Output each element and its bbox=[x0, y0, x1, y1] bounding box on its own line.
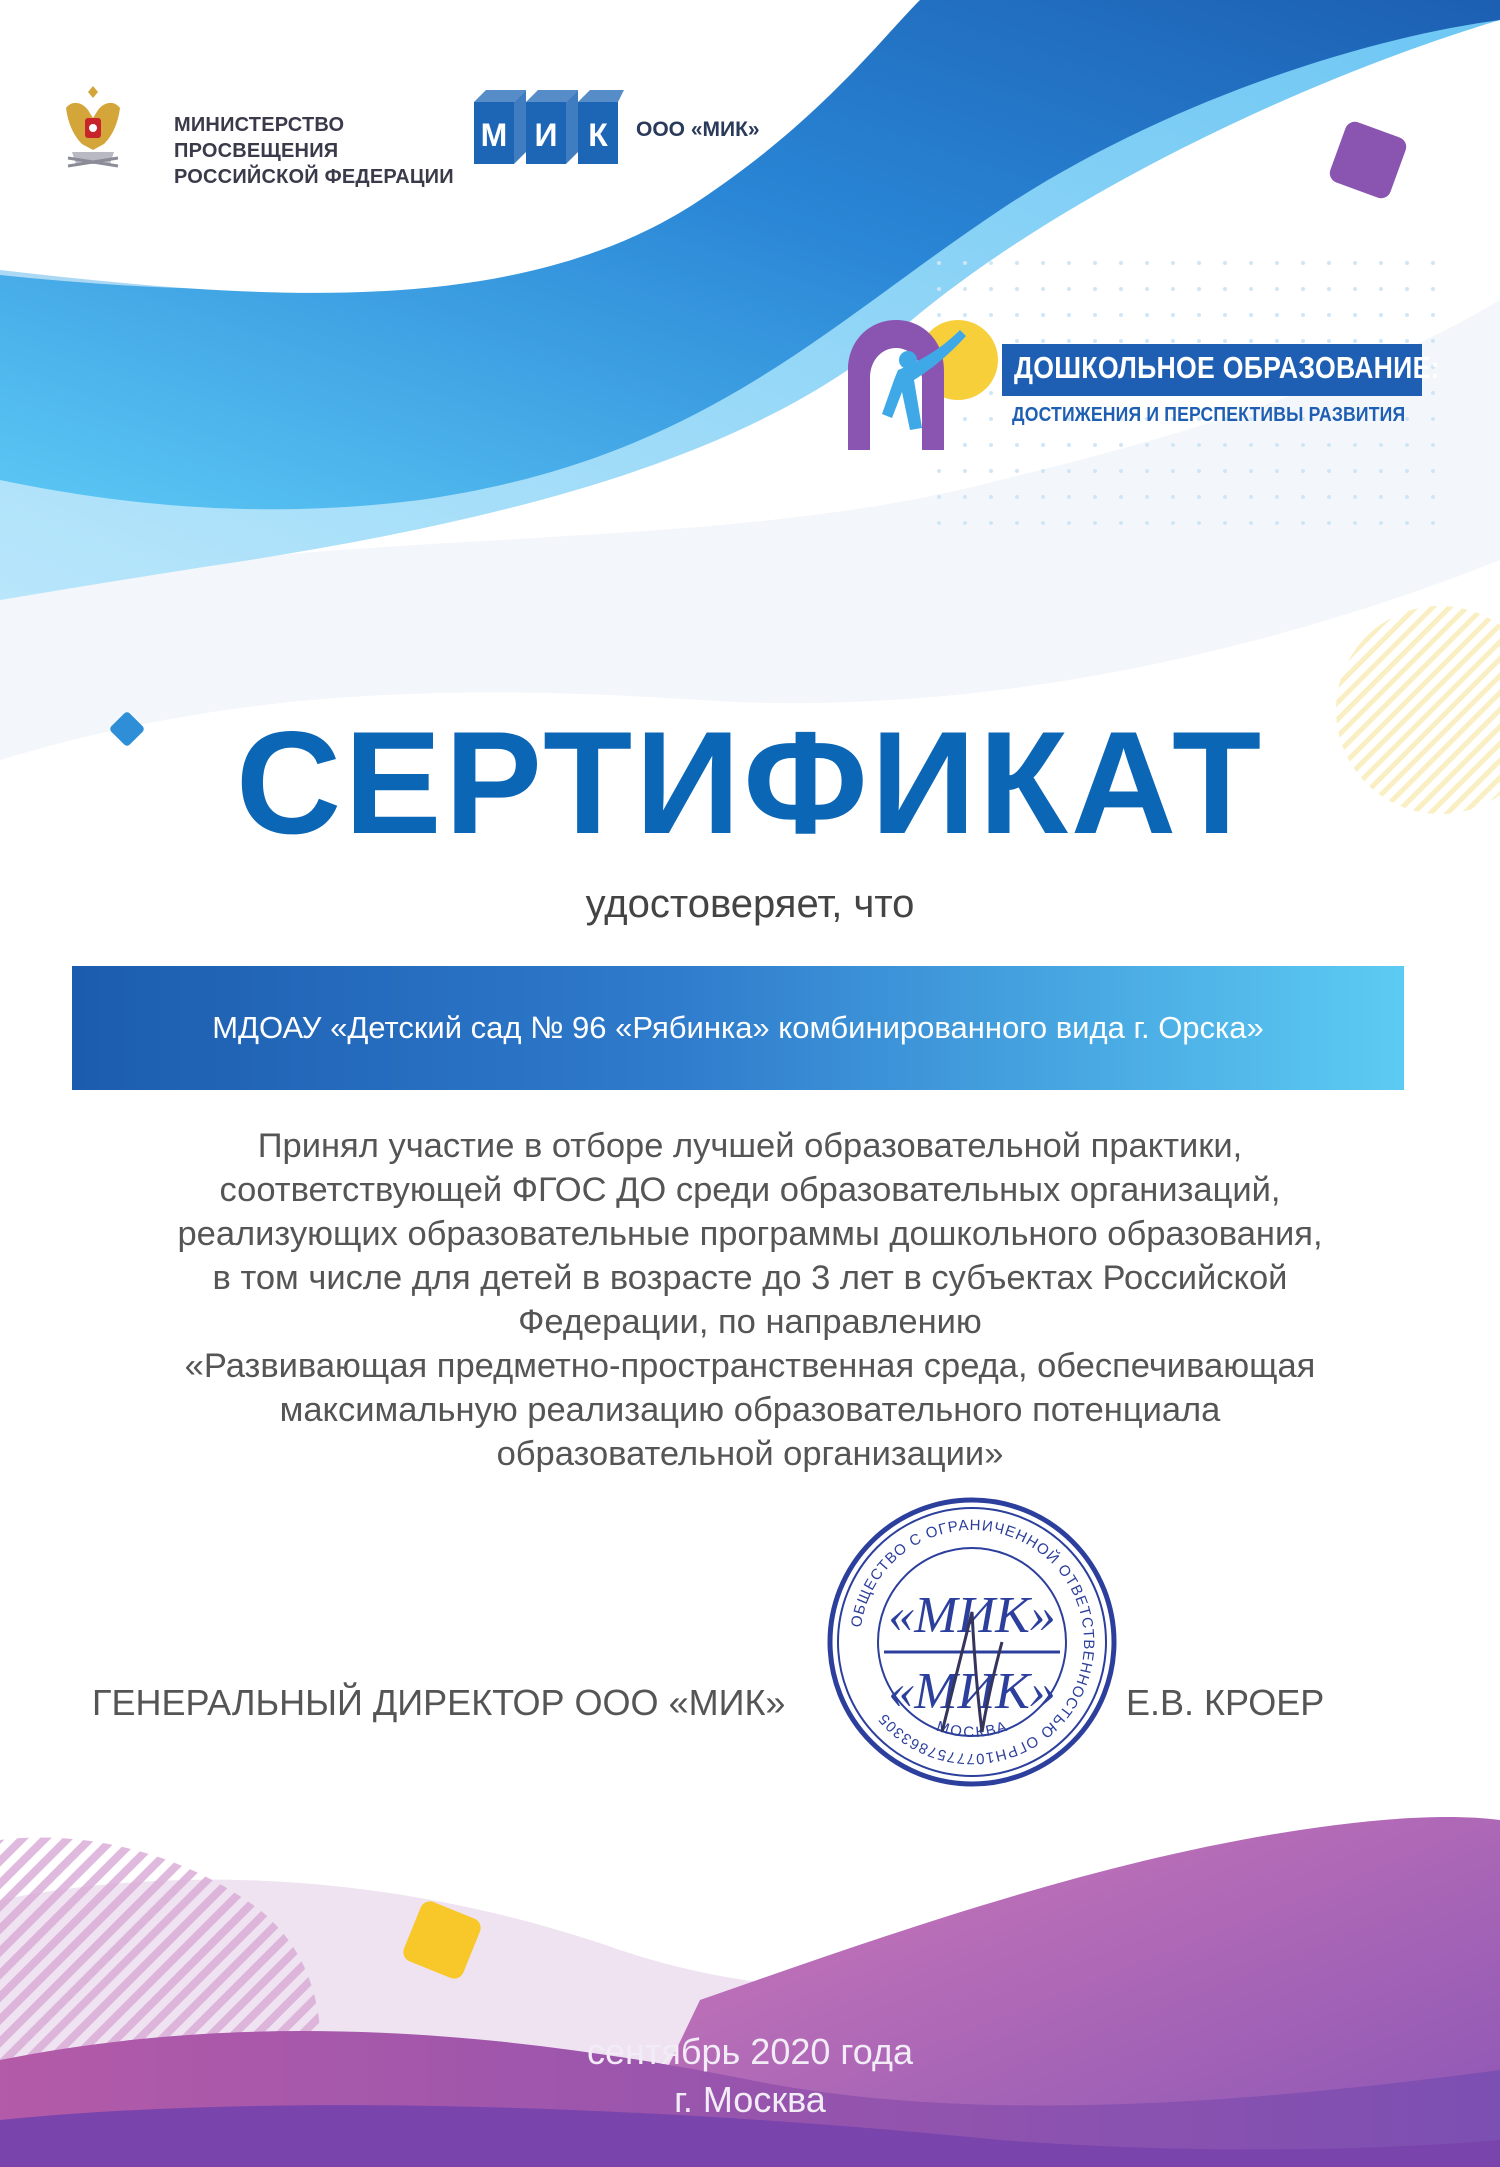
stamp-center-top: «МИК» bbox=[888, 1587, 1056, 1644]
issue-date-block bbox=[0, 2028, 1500, 2124]
event-title: ДОШКОЛЬНОЕ ОБРАЗОВАНИЕ: bbox=[1014, 350, 1440, 385]
event-subtitle: ДОСТИЖЕНИЯ И ПЕРСПЕКТИВЫ РАЗВИТИЯ bbox=[1012, 404, 1406, 426]
stamp-city: МОСКВА bbox=[934, 1717, 1011, 1742]
body-line: образовательной организации» bbox=[496, 1435, 1004, 1473]
body-line: реализующих образовательные программы дошкольного образования, bbox=[177, 1215, 1323, 1253]
issue-date: сентябрь 2020 года bbox=[587, 2031, 913, 2072]
organization-name: МДОАУ «Детский сад № 96 «Рябинка» комбинированного вида г. Орска» bbox=[212, 1010, 1264, 1045]
certificate-body bbox=[90, 1124, 1410, 1476]
stamp-center-bottom: «МИК» bbox=[888, 1663, 1056, 1720]
stamp-ring-text: ОБЩЕСТВО С ОГРАНИЧЕННОЙ ОТВЕТСТВЕННОСТЬЮ ОГРН1077757863305 bbox=[847, 1516, 1098, 1768]
director-name: Е.В. КРОЕР bbox=[1126, 1682, 1325, 1723]
mik-logo-letter-k: К bbox=[588, 117, 608, 153]
body-line: максимальную реализацию образовательного потенциала bbox=[279, 1391, 1221, 1429]
body-line: «Развивающая предметно-пространственная среда, обеспечивающая bbox=[184, 1347, 1316, 1385]
body-line: Федерации, по направлению bbox=[518, 1303, 982, 1341]
preschool-event-icon bbox=[848, 310, 998, 450]
ministry-name bbox=[174, 112, 474, 190]
coat-of-arms-emblem bbox=[58, 78, 128, 178]
ministry-name-line1: МИНИСТЕРСТВО ПРОСВЕЩЕНИЯ bbox=[174, 114, 345, 162]
body-line: соответствующей ФГОС ДО среди образовательных организаций, bbox=[219, 1171, 1281, 1209]
mik-logo-letter-m: М bbox=[480, 117, 508, 153]
issue-city: г. Москва bbox=[674, 2079, 826, 2120]
company-stamp bbox=[822, 1492, 1122, 1792]
director-title: ГЕНЕРАЛЬНЫЙ ДИРЕКТОР ООО «МИК» bbox=[92, 1682, 786, 1723]
company-name: ООО «МИК» bbox=[636, 118, 760, 141]
body-line: Принял участие в отборе лучшей образовательной практики, bbox=[257, 1127, 1243, 1165]
mik-logo-letter-i: И bbox=[534, 117, 558, 153]
mik-logo bbox=[474, 88, 624, 172]
certificate-title: СЕРТИФИКАТ bbox=[235, 701, 1265, 864]
body-line: в том числе для детей в возрасте до 3 лет в субъектах Российской bbox=[212, 1259, 1288, 1297]
certificate-subtitle: удостоверяет, что bbox=[585, 882, 915, 926]
ministry-name-line2: РОССИЙСКОЙ ФЕДЕРАЦИИ bbox=[174, 166, 454, 188]
